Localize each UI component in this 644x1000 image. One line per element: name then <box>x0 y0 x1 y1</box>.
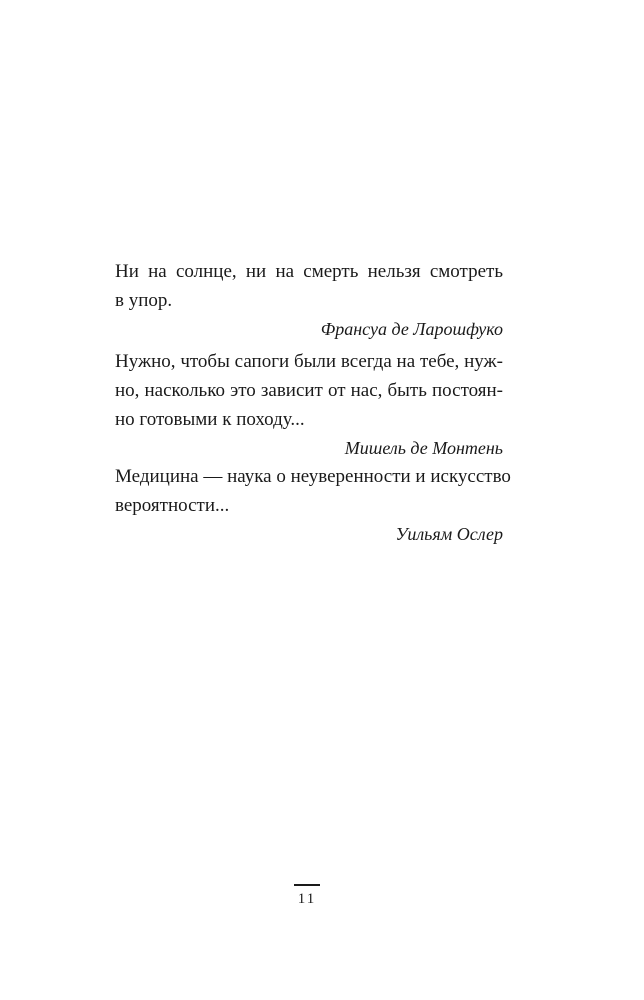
page-number-rule <box>294 884 320 886</box>
quote-text-line: в упор. <box>115 290 173 311</box>
quote-author: Франсуа де Ларошфуко <box>320 319 503 339</box>
quote-author: Мишель де Монтень <box>344 438 503 458</box>
quote-block <box>115 257 503 344</box>
quote-text-line: Ни на солнце, ни на смерть нельзя смотреть <box>115 261 503 282</box>
page-footer <box>292 884 322 908</box>
quote-text-line: вероятности... <box>115 495 230 516</box>
quote-text-line: но готовыми к походу... <box>115 409 305 430</box>
quote-text-line: Медицина — наука о неуверенности и искусство <box>115 466 511 487</box>
quote-block <box>115 347 503 463</box>
page-number: 11 <box>297 890 317 907</box>
quote-block <box>115 462 511 549</box>
quote-text-line: Нужно, чтобы сапоги были всегда на тебе, нуж- <box>115 351 503 372</box>
quote-author: Уильям Ослер <box>395 524 503 544</box>
quote-text-line: но, насколько это зависит от нас, быть постоян- <box>115 380 503 401</box>
